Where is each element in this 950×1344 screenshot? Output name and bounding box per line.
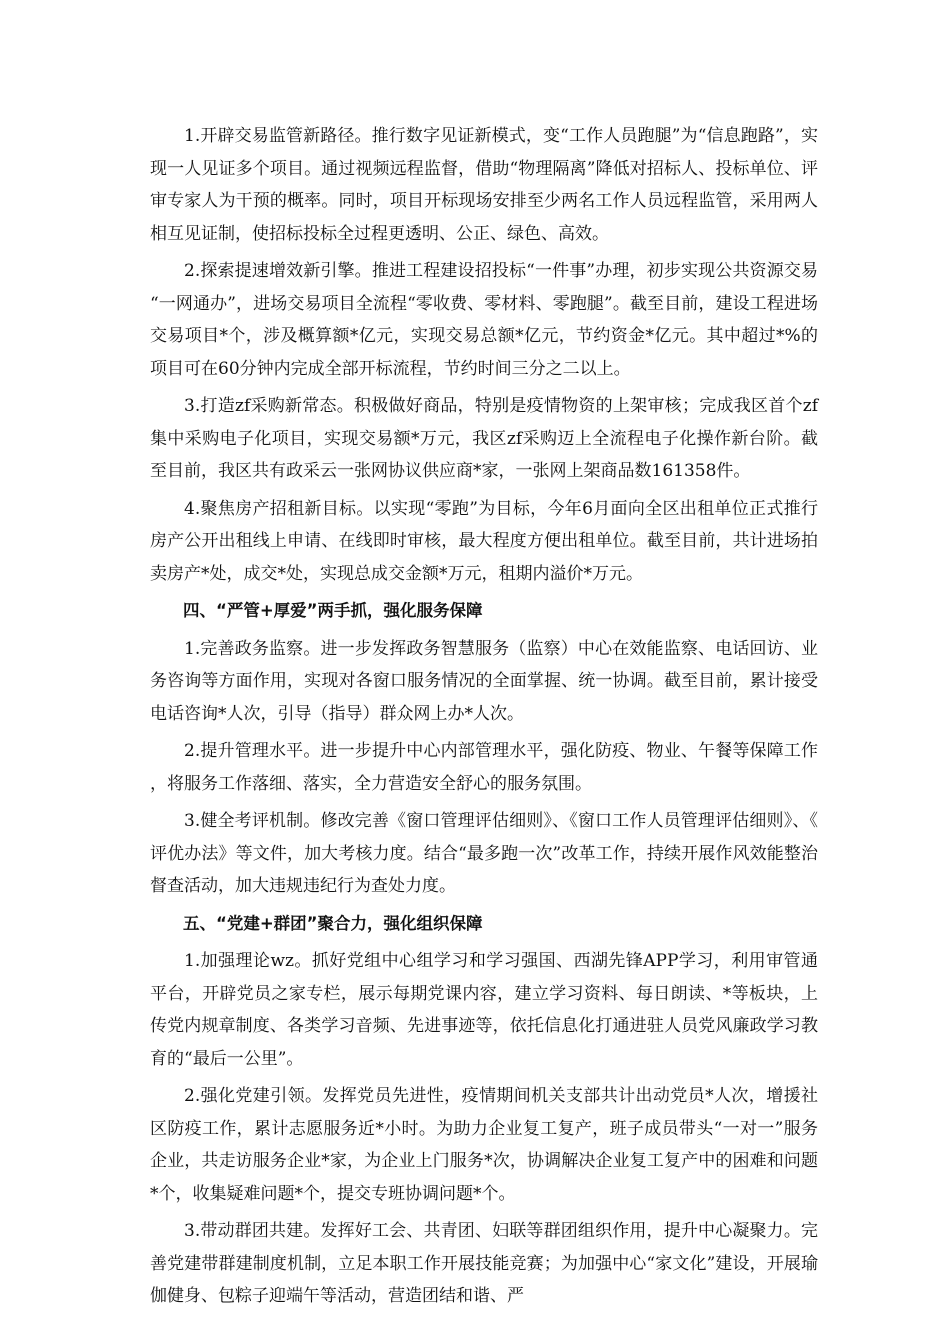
paragraph-theory-study: 1.加强理论wz。抓好党组中心组学习和学习强国、西湖先锋APP学习，利用审管通平台，开辟党员之家专栏，展示每期党课内容，建立学习资料、每日朗读、*等板块，上传党内规章制度、各类学习音频、先进事迹等，依托信息化打通进驻人员党风廉政学习教育的“最后一公里”。 <box>150 951 818 1069</box>
paragraph-evaluation-mechanism: 3.健全考评机制。修改完善《窗口管理评估细则》、《窗口工作人员管理评估细则》、《评优办法》等文件，加大考核力度。结合“最多跑一次”改革工作，持续开展作风效能整治督查活动，加大违规违纪行为查处力度。 <box>150 811 818 896</box>
paragraph-exchange-supervision: 1.开辟交易监管新路径。推行数字见证新模式，变“工作人员跑腿”为“信息跑路”，实现一人见证多个项目。通过视频远程监督，借助“物理隔离”降低对招标人、投标单位、评审专家人为干预的概率。同时，项目开标现场安排至少两名工作人员远程监管，采用两人相互见证制，使招标投标全过程更透明、公正、绿色、高效。 <box>150 126 818 244</box>
paragraph-government-supervision: 1.完善政务监察。进一步发挥政务智慧服务（监察）中心在效能监察、电话回访、业务咨询等方面作用，实现对各窗口服务情况的全面掌握、统一协调。截至目前，累计接受电话咨询*人次，引导（指导）群众网上办*人次。 <box>150 638 818 724</box>
paragraph-group-building: 3.带动群团共建。发挥好工会、共青团、妇联等群团组织作用，提升中心凝聚力。完善党建带群建制度机制，立足本职工作开展技能竞赛；为加强中心“家文化”建设，开展瑜伽健身、包粽子迎端午等活动，营造团结和谐、严 <box>150 1221 818 1306</box>
paragraph-property-lease: 4.聚焦房产招租新目标。以实现“零跑”为目标，今年6月面向全区出租单位正式推行房产公开出租线上申请、在线即时审核，最大程度方便出租单位。截至目前，共计进场拍卖房产*处，成交*处，实现总成交金额*万元，租期内溢价*万元。 <box>150 498 818 584</box>
paragraph-management-level: 2.提升管理水平。进一步提升中心内部管理水平，强化防疫、物业、午餐等保障工作，将服务工作落细、落实，全力营造安全舒心的服务氛围。 <box>150 741 818 794</box>
paragraph-efficiency-engine: 2.探索提速增效新引擎。推进工程建设招投标“一件事”办理，初步实现公共资源交易“一网通办”，进场交易项目全流程“零收费、零材料、零跑腿”。截至目前，建设工程进场交易项目*个，涉及概算额*亿元，实现交易总额*亿元，节约资金*亿元。其中超过*%的项目可在60分钟内完成全部开标流程，节约时间三分之二以上。 <box>150 261 818 379</box>
document-page <box>150 120 818 1313</box>
paragraph-party-building: 2.强化党建引领。发挥党员先进性，疫情期间机关支部共计出动党员*人次，增援社区防疫工作，累计志愿服务近*小时。为助力企业复工复产，班子成员带头“一对一”服务企业，共走访服务企业*家，为企业上门服务*次，协调解决企业复工复产中的困难和问题*个，收集疑难问题*个，提交专班协调问题*个。 <box>150 1086 818 1204</box>
paragraph-procurement: 3.打造zf采购新常态。积极做好商品，特别是疫情物资的上架审核；完成我区首个zf集中采购电子化项目，实现交易额*万元，我区zf采购迈上全流程电子化操作新台阶。截至目前，我区共有政采云一张网协议供应商*家，一张网上架商品数161358件。 <box>150 396 818 481</box>
section-heading-5: 五、“党建+群团”聚合力，强化组织保障 <box>183 913 483 933</box>
section-heading-4: 四、“严管+厚爱”两手抓，强化服务保障 <box>183 601 483 620</box>
